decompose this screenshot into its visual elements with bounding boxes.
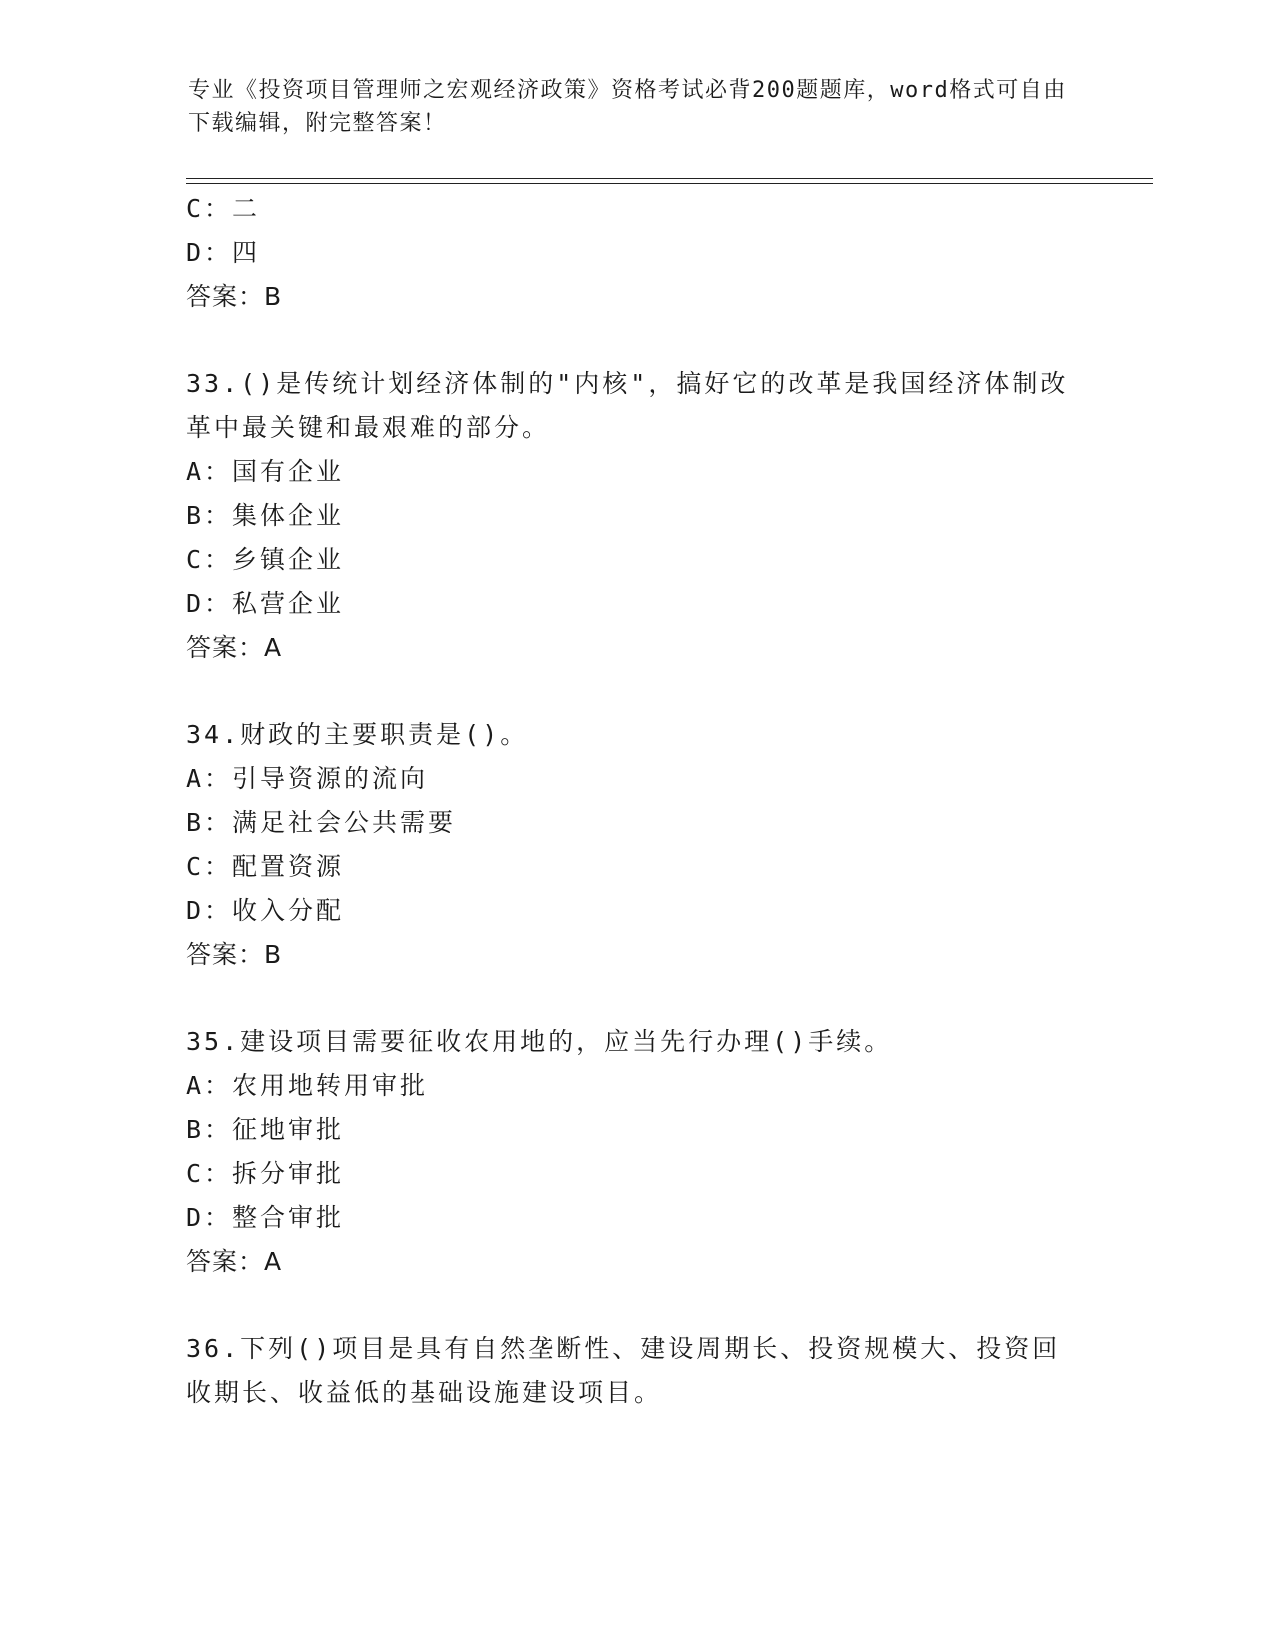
question-35-option-a: A：农用地转用审批	[186, 1071, 429, 1100]
question-33-answer: 答案：A	[186, 633, 283, 662]
header-divider-bottom	[186, 183, 1153, 184]
question-35-option-d: D：整合审批	[186, 1203, 345, 1232]
question-35-text: 35.建设项目需要征收农用地的，应当先行办理()手续。	[186, 1027, 893, 1056]
question-33-option-b: B：集体企业	[186, 501, 345, 530]
answer-line: 答案：B	[186, 282, 283, 311]
document-header-title: 专业《投资项目管理师之宏观经济政策》资格考试必背200题题库，word格式可自由下载编辑，附完整答案！	[188, 78, 1067, 136]
question-36-text: 36.下列()项目是具有自然垄断性、建设周期长、投资规模大、投资回收期长、收益低的基础设施建设项目。	[186, 1334, 1061, 1407]
option-c: C：二	[186, 194, 261, 223]
question-34-text: 34.财政的主要职责是()。	[186, 720, 529, 749]
question-35-option-b: B：征地审批	[186, 1115, 345, 1144]
question-33-option-a: A：国有企业	[186, 457, 345, 486]
option-d: D：四	[186, 238, 261, 267]
question-33-option-c: C：乡镇企业	[186, 545, 345, 574]
question-34-answer: 答案：B	[186, 940, 283, 969]
question-33-option-d: D：私营企业	[186, 589, 345, 618]
question-34-option-d: D：收入分配	[186, 896, 345, 925]
question-33-text: 33.()是传统计划经济体制的"内核"，搞好它的改革是我国经济体制改革中最关键和最艰难的部分。	[186, 369, 1069, 442]
question-34-option-c: C：配置资源	[186, 852, 345, 881]
question-34-option-b: B：满足社会公共需要	[186, 808, 457, 837]
question-35-option-c: C：拆分审批	[186, 1159, 345, 1188]
question-34-option-a: A：引导资源的流向	[186, 764, 429, 793]
question-35-answer: 答案：A	[186, 1247, 283, 1276]
header-divider-top	[186, 178, 1153, 179]
